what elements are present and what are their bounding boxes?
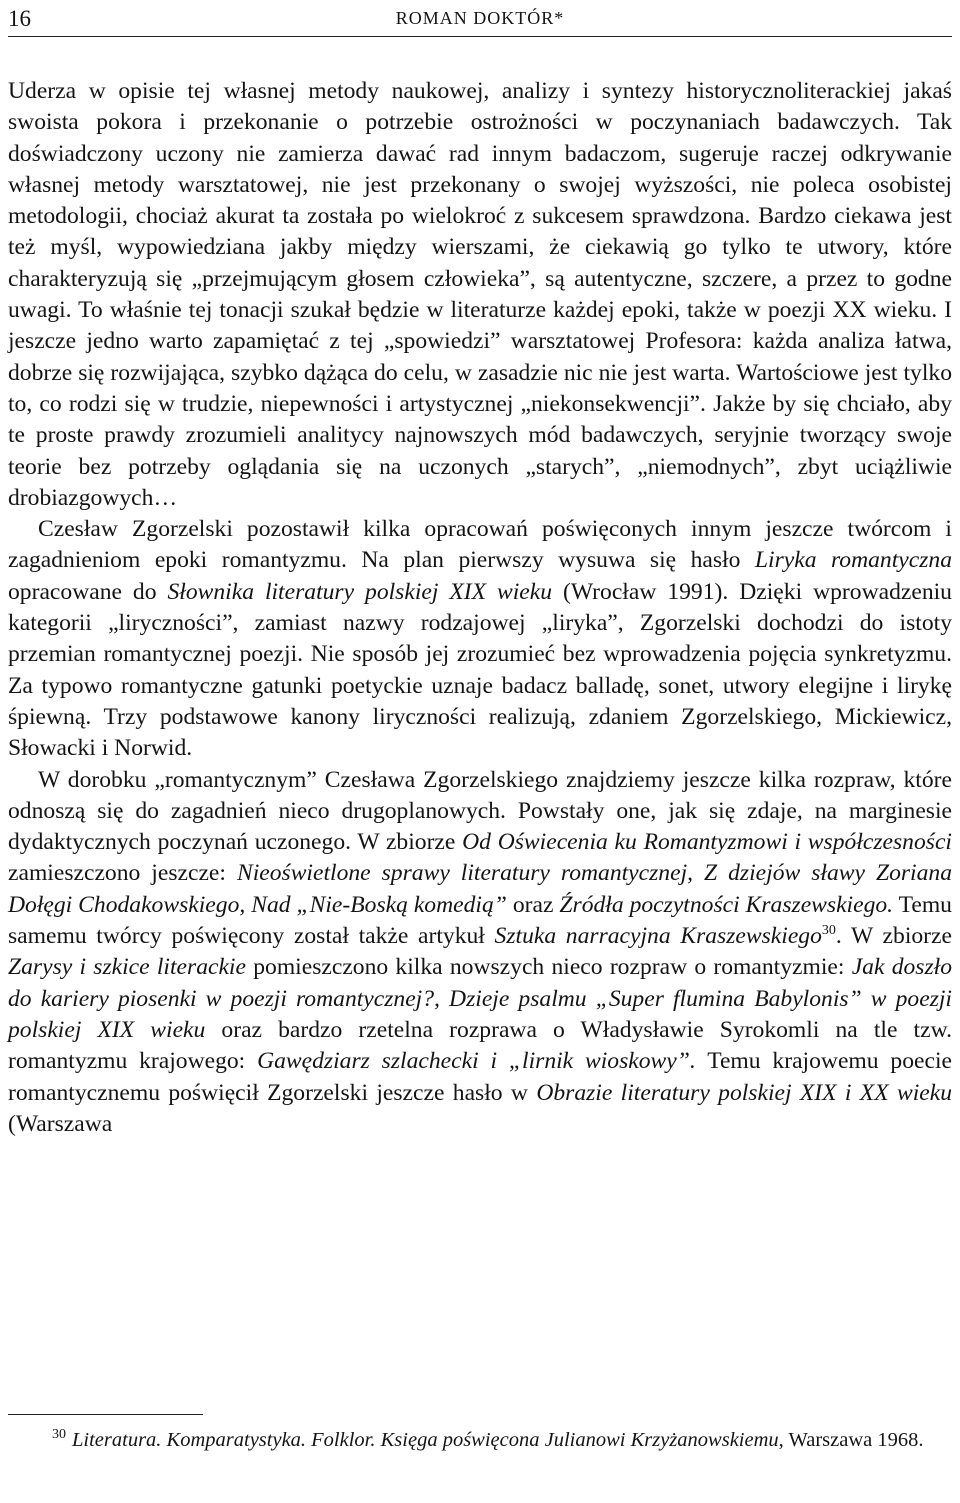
italic-title: Źródła poczytności Kraszewskiego.: [559, 891, 894, 918]
text-run: , Warszawa 1968.: [778, 1429, 924, 1451]
paragraph: [8, 765, 952, 1141]
page-number: 16: [8, 6, 31, 31]
text-run: pomieszczono kilka nowszych nieco rozpraw o romantyzmie:: [245, 954, 852, 981]
italic-title: Od Oświecenia ku Romantyzmowi i współczesności: [462, 829, 952, 856]
paragraph: [8, 76, 952, 514]
footnote-rule: [8, 1414, 203, 1415]
italic-title: Obrazie literatury polskiej XIX i XX wieku: [536, 1079, 952, 1106]
header-rule: [8, 36, 952, 37]
text-run: opracowane do: [8, 578, 168, 605]
text-run: (Wrocław 1991). Dzięki wprowadzeniu kategorii „liryczności”, zamiast nazwy rodzajowej „liryka”, Zgorzelski dochodzi do istoty przemian romantycznej poezji. Nie sposób jej zrozumieć bez wprowadzenia pojęcia synkretyzmu. Za typowo romantyczne gatunki poetyckie uznaje badacz balladę, sonet, utwory elegijne i lirykę śpiewną. Trzy podstawowe kanony liryczności realizują, zdaniem Zgorzelskiego, Mickiewicz, Słowacki i Norwid.: [8, 578, 952, 762]
italic-title: Gawędziarz szlachecki i „lirnik wioskowy”.: [257, 1048, 696, 1075]
italic-title: Słownika literatury polskiej XIX wieku: [167, 578, 553, 605]
text-run: Czesław Zgorzelski pozostawił kilka opracowań poświęconych innym jeszcze twórcom i zagadnieniom epoki romantyzmu. Na plan pierwszy wysuwa się hasło: [8, 516, 952, 574]
footnote-ref: 30: [821, 923, 836, 939]
footnote-number: 30: [52, 1427, 66, 1442]
text-run: zamieszczono jeszcze:: [8, 860, 237, 887]
body-text: [8, 76, 952, 1140]
italic-title: Jak doszło do kariery piosenki w poezji romantycznej?, Dzieje psalmu „Super flumina Babylonis” w poezji polskiej XIX wieku: [8, 954, 953, 1043]
italic-title: Liryka romantyczna: [754, 547, 953, 574]
paragraph: [8, 514, 952, 764]
text-run: W dorobku „romantycznym” Czesława Zgorzelskiego znajdziemy jeszcze kilka rozpraw, które odnoszą się do zagadnień nieco drugoplanowych. Powstały one, jak się zdaje, na marginesie dydaktycznych poczynań uczonego. W zbiorze: [8, 766, 952, 856]
text-run: . W zbiorze: [835, 923, 952, 950]
italic-title: Sztuka narracyjna Kraszewskiego: [494, 923, 822, 950]
italic-title: Literatura. Komparatystyka. Folklor. Księga poświęcona Julianowi Krzyżanowskiemu: [72, 1429, 779, 1451]
text-run: (Warszawa: [8, 1110, 113, 1137]
italic-title: Zarysy i szkice literackie: [8, 954, 246, 981]
running-head: ROMAN DOKTÓR*: [395, 8, 565, 28]
footnote: [8, 1426, 952, 1454]
italic-title: Nieoświetlone sprawy literatury romantycznej, Z dziejów sławy Zoriana Dołęgi Chodakowskiego, Nad „Nie-Boską komedią”: [8, 860, 953, 918]
text-run: Temu krajowemu poecie romantycznemu poświęcił Zgorzelski jeszcze hasło w: [8, 1048, 952, 1106]
footnote-text: [72, 1429, 924, 1451]
text-run: Uderza w opisie tej własnej metody naukowej, analizy i syntezy historycznoliterackiej jakaś swoista pokora i przekonanie o potrzebie ostrożności w poczynaniach badawczych. Tak doświadczony uczony nie zamierza dawać rad innym badaczom, sugeruje raczej odkrywanie własnej metody warsztatowej, nie jest przekonany o swojej wyższości, nie poleca osobistej metodologii, chociaż akurat ta została po wielokroć z sukcesem sprawdzona. Bardzo ciekawa jest też myśl, wypowiedziana jakby między wierszami, że ciekawią go tylko te utwory, które charakteryzują się „przejmującym głosem człowieka”, są autentyczne, szczere, a przez to godne uwagi. To właśnie tej tonacji szukał będzie w literaturze każdej epoki, także w poezji XX wieku. I jeszcze jedno warto zapamiętać z tej „spowiedzi” warsztatowej Profesora: każda analiza łatwa, dobrze się rozwijająca, szybko dążąca do celu, w zasadzie nic nie jest warta. Wartościowe jest tylko to, co rodzi się w trudzie, niepewności i artystycznej „niekonsekwencji”. Jakże by się chciało, aby te proste prawdy zrozumieli analitycy najnowszych mód badawczych, seryjnie tworzący swoje teorie bez potrzeby oglądania się na uczonych „starych”, „niemodnych”, zbyt uciążliwie drobiazgowych…: [8, 78, 952, 511]
text-run: oraz: [506, 891, 560, 918]
page-header: [0, 0, 960, 40]
text-run: Temu samemu twórcy poświęcony został także artykuł: [8, 891, 952, 950]
text-run: oraz bardzo rzetelna rozprawa o Władysławie Syrokomli na tle tzw. romantyzmu krajowego:: [8, 1016, 952, 1075]
